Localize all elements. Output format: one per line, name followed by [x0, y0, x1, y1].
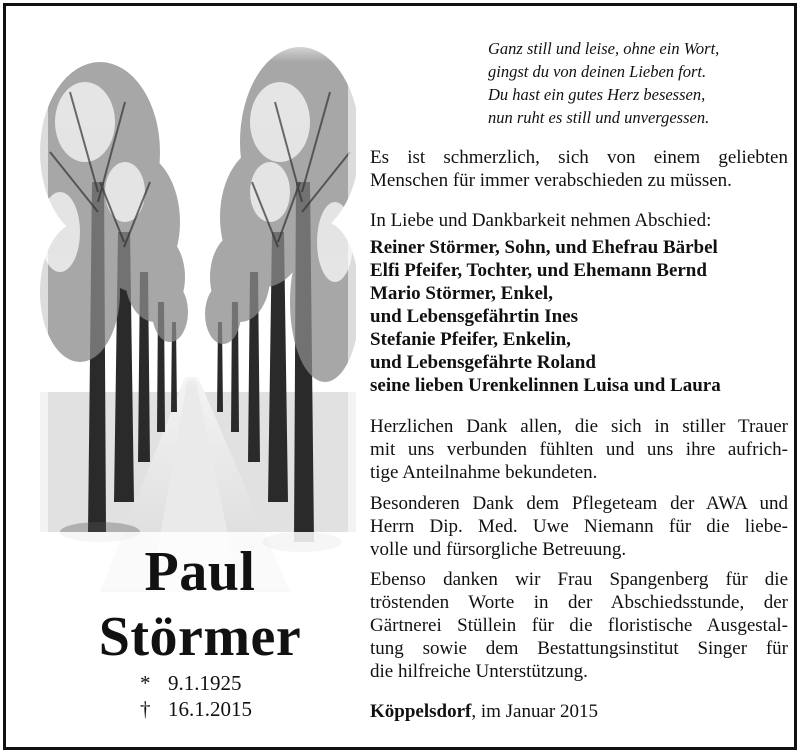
- mourner-line: seine lieben Urenkelinnen Luisa und Laura: [370, 375, 721, 396]
- thanks-line: Besonderen Dank dem Pflegeteam der AWA und: [370, 493, 788, 514]
- intro-line: Menschen für immer verabschieden zu müssen.: [370, 170, 732, 191]
- death-row: [140, 696, 340, 722]
- farewell-heading: In Liebe und Dankbarkeit nehmen Abschied:: [370, 210, 712, 231]
- deceased-first-name: Paul: [144, 541, 256, 603]
- life-dates: [140, 670, 340, 722]
- deceased-last-name: Störmer: [98, 606, 302, 668]
- poem-line: nun ruht es still und unvergessen.: [488, 108, 710, 127]
- intro-line: Es ist schmerzlich, sich von einem geliebten: [370, 147, 788, 168]
- birth-star-icon: *: [140, 671, 151, 695]
- thanks-line: Herzlichen Dank allen, die sich in stiller Trauer: [370, 416, 788, 437]
- poem-line: gingst du von deinen Lieben fort.: [488, 62, 707, 81]
- thanks-paragraph-2: [370, 492, 788, 561]
- mourner-line: und Lebensgefährte Roland: [370, 352, 596, 373]
- place-date: , im Januar 2015: [471, 701, 599, 722]
- place-and-date: [370, 700, 788, 723]
- poem-line: Du hast ein gutes Herz besessen,: [488, 85, 706, 104]
- thanks-line: Herrn Dip. Med. Uwe Niemann für die liebe-: [370, 516, 788, 537]
- poem: [488, 37, 778, 129]
- thanks-paragraph-3: [370, 568, 788, 683]
- mourner-line: Mario Störmer, Enkel,: [370, 283, 553, 304]
- thanks-line: mit uns verbunden fühlten und uns ihre aufrich-: [370, 439, 788, 460]
- place-name: Köppelsdorf: [370, 701, 472, 722]
- birth-date: 9.1.1925: [168, 671, 242, 695]
- mourners-list: [370, 236, 788, 397]
- death-date: 16.1.2015: [168, 697, 252, 721]
- thanks-line: tröstenden Worte in der Abschiedsstunde, der: [370, 592, 788, 613]
- poem-line: Ganz still und leise, ohne ein Wort,: [488, 39, 720, 58]
- mourner-line: und Lebensgefährtin Ines: [370, 306, 578, 327]
- thanks-line: tung sowie dem Bestattungsinstitut Singer für: [370, 638, 788, 659]
- mourner-line: Stefanie Pfeifer, Enkelin,: [370, 329, 571, 350]
- thanks-line: Ebenso danken wir Frau Spangenberg für die: [370, 569, 788, 590]
- mourner-line: Reiner Störmer, Sohn, und Ehefrau Bärbel: [370, 237, 718, 258]
- thanks-paragraph-1: [370, 415, 788, 484]
- thanks-line: tige Anteilnahme bekundeten.: [370, 462, 598, 483]
- thanks-line: die hilfreiche Unterstützung.: [370, 661, 588, 682]
- thanks-line: volle und fürsorgliche Betreuung.: [370, 539, 627, 560]
- birth-row: [140, 670, 340, 696]
- snowy-tree-avenue-image: [40, 32, 356, 612]
- death-cross-icon: †: [140, 697, 151, 721]
- mourner-line: Elfi Pfeifer, Tochter, und Ehemann Bernd: [370, 260, 707, 281]
- thanks-line: Gärtnerei Stüllein für die floristische Ausgestal-: [370, 615, 788, 636]
- intro-text: [370, 146, 788, 192]
